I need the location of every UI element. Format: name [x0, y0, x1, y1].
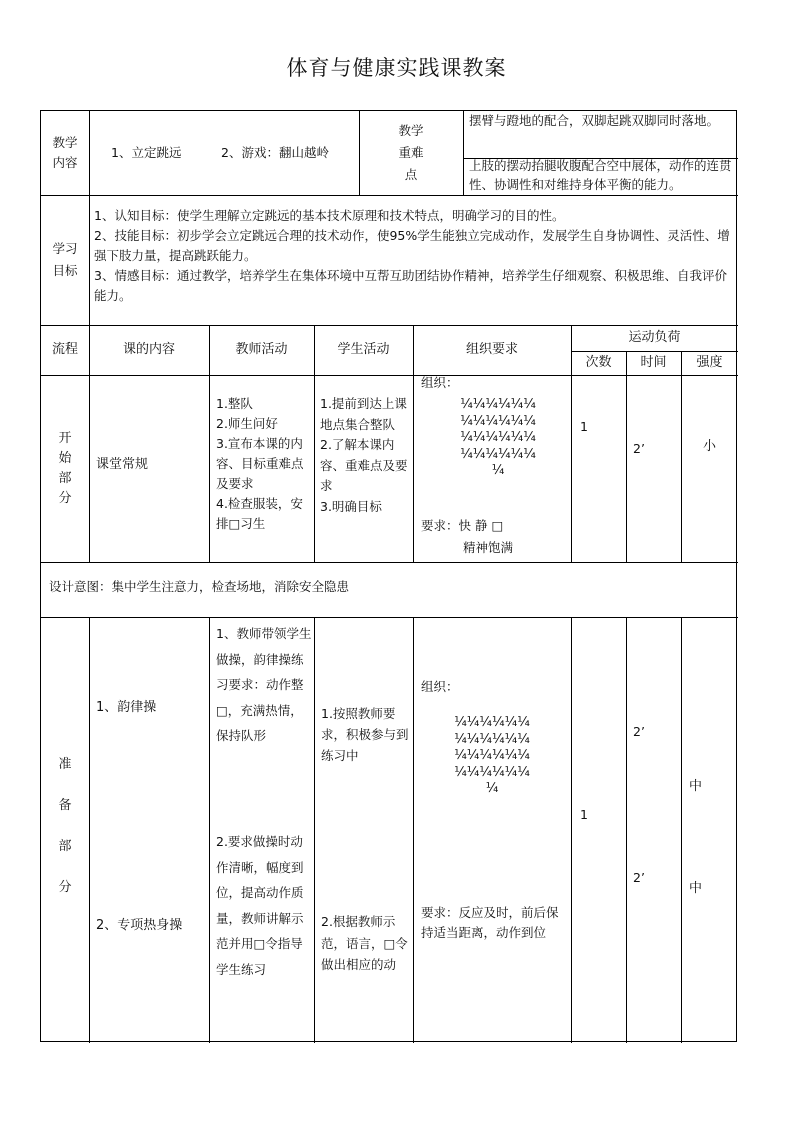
start-intensity: 小 [702, 439, 716, 454]
header-load: 运动负荷 [628, 330, 681, 345]
col-divider [314, 617, 315, 1043]
prep-section-label [41, 741, 89, 911]
header-student: 学生活动 [337, 342, 390, 357]
start-count: 1 [580, 419, 588, 434]
start-requirement: 要求：快 静 □ [421, 518, 504, 533]
key-point-1: 摆臂与蹬地的配合，双脚起跳双脚同时落地。 [469, 113, 720, 128]
start-student-activity: 1.提前到达上课地点集合整队 2.了解本课内容、重难点及要求 3.明确目标 [320, 396, 408, 514]
prep-formation: ¼¼¼¼¼¼ ¼¼¼¼¼¼ ¼¼¼¼¼¼ ¼¼¼¼¼¼ ¼ [454, 715, 530, 796]
header-content: 课的内容 [122, 342, 175, 357]
header-intensity: 强度 [696, 355, 723, 370]
col-divider [413, 617, 414, 1043]
prep-intensity-2: 中 [689, 881, 703, 896]
header-count: 次数 [585, 355, 612, 370]
prep-count: 1 [580, 807, 588, 822]
col-divider [89, 617, 90, 1043]
teaching-content-2: 2、游戏：翻山越岭 [221, 145, 329, 160]
row-divider [41, 375, 738, 376]
goal-cognitive: 1、认知目标：使学生理解立定跳远的基本技术原理和技术特点，明确学习的目的性。 [94, 208, 565, 223]
prep-content-1: 1、韵律操 [96, 700, 157, 715]
start-section-label [41, 375, 89, 562]
teaching-content-1: 1、立定跳远 [111, 145, 182, 160]
flow-char: 分 [58, 490, 72, 506]
flow-char: 部 [58, 839, 72, 854]
col-divider [89, 111, 90, 195]
flow-char: 备 [58, 798, 72, 813]
key-point-2: 上肢的摆动抬腿收腹配合空中展体，动作的连贯性、协调性和对维持身体平衡的能力。 [469, 158, 732, 192]
key-points-label: 教学 重难 点 [398, 123, 424, 182]
learning-goals-label: 学习 目标 [52, 241, 78, 278]
start-time: 2’ [633, 441, 645, 456]
prep-teacher-activity-2: 2.要求做操时动作清晰，幅度到位，提高动作质量，教师讲解示范并用□令指导学生练习 [216, 834, 304, 977]
start-requirement-2: 精神饱满 [463, 540, 514, 555]
row-divider [41, 195, 738, 196]
learning-goals [94, 206, 734, 306]
col-divider [463, 111, 464, 195]
start-org-label: 组织： [421, 375, 459, 390]
goal-skill: 2、技能目标：初步学会立定跳远合理的技术动作，使95%学生能独立完成动作，发展学生自身协调性、灵活性、增强下肢力量，提高跳跃能力。 [94, 228, 730, 263]
start-teacher-activity: 1.整队 2.师生问好 3.宣布本课的内容、目标重难点及要求 4.检查服装，安排□习生 [216, 396, 304, 531]
col-divider [571, 617, 572, 1043]
flow-char: 开 [58, 430, 72, 446]
col-divider [209, 617, 210, 1043]
flow-char: 部 [58, 470, 72, 486]
col-divider [89, 195, 90, 325]
row-divider [41, 617, 738, 618]
page-title: 体育与健康实践课教案 [286, 56, 507, 80]
prep-time-1: 2’ [633, 724, 645, 739]
prep-student-activity-1: 1.按照教师要求，积极参与到练习中 [321, 706, 409, 763]
row-divider [41, 562, 738, 563]
header-organization: 组织要求 [465, 342, 518, 357]
header-teacher: 教师活动 [235, 342, 288, 357]
prep-time-2: 2’ [633, 870, 645, 885]
start-content: 课堂常规 [96, 457, 149, 472]
col-divider [626, 351, 627, 562]
header-flow: 流程 [51, 342, 78, 357]
prep-student-activity-2: 2.根据教师示范，语言，□令做出相应的动 [321, 914, 408, 972]
prep-teacher-activity-1: 1、教师带领学生做操，韵律操练习要求：动作整□，充满热情，保持队形 [216, 626, 312, 743]
prep-requirement: 要求：反应及时，前后保持适当距离，动作到位 [421, 905, 559, 940]
col-divider [681, 617, 682, 1043]
flow-char: 准 [58, 757, 72, 772]
start-formation: ¼¼¼¼¼¼ ¼¼¼¼¼¼ ¼¼¼¼¼¼ ¼¼¼¼¼¼ ¼ [460, 397, 536, 478]
col-divider [626, 617, 627, 1043]
teaching-content-label: 教学 内容 [52, 135, 78, 170]
goal-affective: 3、情感目标：通过教学，培养学生在集体环境中互帮互助团结协作精神，培养学生仔细观察、积极思维、自我评价能力。 [94, 268, 727, 303]
flow-char: 始 [58, 450, 72, 466]
lesson-plan-table [40, 110, 737, 1042]
flow-char: 分 [58, 880, 72, 895]
design-intent: 设计意图：集中学生注意力，检查场地，消除安全隐患 [49, 579, 350, 594]
prep-intensity-1: 中 [689, 779, 703, 794]
prep-org-label: 组织： [421, 679, 459, 694]
prep-content-2: 2、专项热身操 [96, 918, 183, 933]
header-time: 时间 [640, 355, 667, 370]
